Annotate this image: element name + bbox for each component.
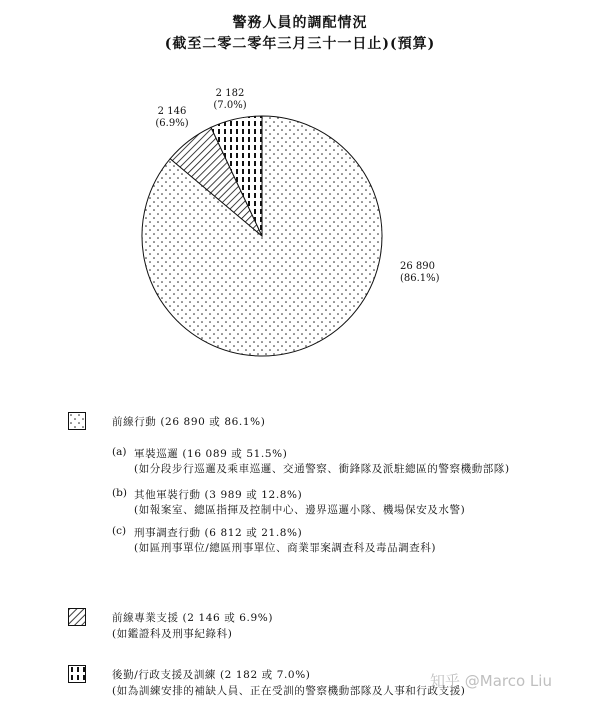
legend-sub-detail: (如分段步行巡邏及乘車巡邏、交通警察、衝鋒隊及派駐總區的警察機動部隊) [134,463,510,475]
chart-subtitle: (截至二零二零年三月三十一日止)(預算) [164,36,436,52]
legend-sub-index: (a) [112,446,127,458]
legend-sub-detail: (如報案室、總區指揮及控制中心、邊界巡邏小隊、機場保安及水警) [134,504,466,516]
slice-value-label: 2 146 [157,106,187,117]
legend-sub-label: 軍裝巡邏 (16 089 或 51.5%) [134,448,288,460]
chart-title: 警務人員的調配情況 [232,15,368,31]
legend-label: 後勤/行政支援及訓練 (2 182 或 7.0%) [112,669,311,681]
slice-percent-label: (6.9%) [155,118,189,129]
legend-label: 前線專業支援 (2 146 或 6.9%) [112,612,274,624]
legend-label: 前線行動 (26 890 或 86.1%) [112,416,266,428]
legend-detail: (如為訓練安排的補缺人員、正在受訓的警察機動部隊及人事和行政支援) [112,685,466,697]
legend-sub-index: (c) [112,525,127,537]
slice-percent-label: (86.1%) [400,273,440,284]
legend-swatch [68,665,86,683]
legend-detail: (如鑑證科及刑事紀錄科) [112,628,233,640]
slice-percent-label: (7.0%) [213,100,247,111]
legend-sub-detail: (如區刑事單位/總區刑事單位、商業罪案調查科及毒品調查科) [134,542,437,554]
slice-value-label: 26 890 [400,261,435,272]
slice-value-label: 2 182 [215,88,245,99]
legend-swatch [68,608,86,626]
legend-swatch [68,412,86,430]
watermark: 知乎 @Marco Liu [430,672,552,690]
legend-sub-label: 其他軍裝行動 (3 989 或 12.8%) [134,489,303,501]
legend-sub-label: 刑事調查行動 (6 812 或 21.8%) [134,527,303,539]
legend-sub-index: (b) [112,487,127,499]
